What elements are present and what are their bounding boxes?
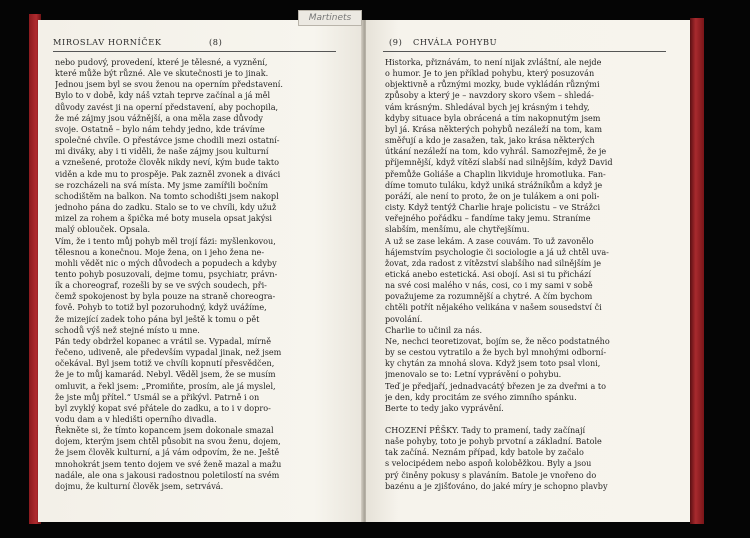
text-line: ík a choreograf, rozešli by se ve svých soudech, při-	[55, 280, 267, 291]
left-page-number: (8)	[209, 37, 223, 47]
text-line: příjemnější, když vítězí slabší nad silnějším, když David	[385, 157, 613, 168]
text-line: na své cosi malého v nás, cosi, co i my sami v sobě	[385, 280, 593, 291]
paragraph-gap	[385, 414, 668, 425]
text-line: vodu dam a v hledišti operního divadla.	[55, 414, 217, 424]
text-line: přemůže Goliáše a Chaplin likviduje hromotluka. Fan-	[385, 168, 606, 179]
text-line: útkání nezáleží na tom, kdo vyhrál. Samozřejmě, že je	[385, 146, 607, 157]
text-line: nadále, ale ona s jakousi radostnou poletilostí na svém	[55, 469, 280, 480]
text-line: že jsem člověk kulturní, a já vám odpovím, že ne. Ještě	[55, 447, 280, 458]
text-line: je den, kdy procitám ze svého zimního spánku.	[385, 391, 577, 402]
text-line: Řekněte si, že tímto kopancem jsem dokonale smazal	[55, 425, 274, 436]
left-running-head	[53, 37, 336, 52]
text-line: byl zvyklý kopat své přátele do zadku, a to i v dopro-	[55, 402, 271, 413]
text-line: způsoby a který je – navzdory skoro všem – shledá-	[385, 90, 594, 101]
left-running-title: MIROSLAV HORNÍČEK	[53, 37, 162, 47]
text-line: Historka, přiznávám, to není nijak zvláštní, ale nejde	[385, 57, 602, 67]
text-line: slabším, menšímu, ale chytřejšímu.	[385, 224, 530, 235]
text-line: etická anebo estetická. Asi obojí. Asi si tu přichází	[385, 268, 592, 279]
text-line: Ne, nechci teoretizovat, bojím se, že něco podstatného	[385, 335, 610, 346]
text-line: prý činěny pokusy s plaváním. Batole je vnořeno do	[385, 469, 597, 480]
text-line: Bylo to v době, kdy náš vztah teprve začínal a já měl	[55, 90, 271, 101]
right-page-body-text	[385, 57, 668, 492]
text-line: a vznešené, protože člověk nikdy neví, kým bude takto	[55, 157, 279, 168]
text-line: žovat, zda radost z vítězství slabšího nad silnějším je	[385, 257, 602, 268]
text-line: Pán tedy obdržel kopanec a vrátil se. Vypadal, mírně	[55, 335, 272, 346]
text-line: čemž spokojenost by byla pouze na straně choreogra-	[55, 291, 276, 302]
text-line: dojem, kterým jsem chtěl působit na svou ženu, dojem,	[55, 436, 281, 447]
text-line: by se cestou vytratilo a že bych byl mnohými odborní-	[385, 347, 607, 358]
text-line: jmenovalo se to: Letní vyprávění o pohybu.	[385, 369, 562, 380]
right-page	[366, 20, 690, 522]
left-page	[38, 20, 363, 522]
text-line: A už se zase lekám. A zase couvám. To už zavonělo	[385, 235, 594, 246]
text-line: že mé zájmy jsou vážnější, a ona měla zase důvody	[55, 112, 263, 123]
text-line: že jste můj přítel.“ Usmál se a přikývl. Patrně i on	[55, 391, 260, 402]
text-line: řečeno, udiveně, ale především vypadal jinak, než jsem	[55, 347, 282, 358]
text-line: hájemstvím psychologie či sociologie a já už chtěl uva-	[385, 246, 609, 257]
text-line: vám krásným. Shledával bych jej krásným i tehdy,	[385, 101, 590, 112]
text-line: povolání.	[385, 313, 423, 324]
text-line: naše pohyby, toto je pohyb prvotní a základní. Batole	[385, 436, 602, 447]
text-line: kdyby situace byla obrácená a tím nakopnutým jsem	[385, 112, 601, 123]
right-page-number: (9)	[389, 37, 403, 47]
text-line: že mizející zadek toho pána byl ještě k tomu o pět	[55, 313, 260, 324]
text-line: viděn a kde mu to prospěje. Pak zazněl zvonek a diváci	[55, 168, 281, 179]
book-cover-edge-right	[690, 18, 704, 524]
text-line: tělesnou a konečnou. Moje žena, on i jeho žena ne-	[55, 246, 265, 257]
text-line: jednoho pána do zadku. Stalo se to ve chvíli, kdy užuž	[55, 202, 277, 213]
right-running-head	[383, 37, 666, 52]
left-page-body-text	[55, 57, 337, 492]
text-line: schodů výš než stejné místo u mne.	[55, 324, 200, 335]
text-line: důvody zavést ji na operní představení, aby pochopila,	[55, 101, 279, 112]
text-line: malý oblouček. Opsala.	[55, 224, 151, 235]
text-line: očekával. Byl jsem totiž ve chvíli kopnutí přesvědčen,	[55, 358, 275, 369]
text-line: bazénu a je zjišťováno, do jaké míry je schopno plavby	[385, 480, 608, 491]
text-line: mohli vědět nic o mých důvodech a popudech a kdyby	[55, 257, 277, 268]
text-line: mizel za rohem a špička mé boty musela opsat jakýsi	[55, 213, 273, 224]
text-line: omluvit, a řekl jsem: „Promiňte, prosím, ale já myslel,	[55, 380, 276, 391]
text-line: byl já. Krása některých pohybů nezáleží na tom, kam	[385, 123, 603, 134]
text-line: mnohokrát jsem tento dojem ve své ženě mazal a mažu	[55, 458, 282, 469]
text-line: schodištěm na balkon. Na tomto schodišti jsem nakopl	[55, 190, 279, 201]
text-line: tak začíná. Neznám případ, kdy batole by začalo	[385, 447, 584, 458]
text-line: společné chvíle. O přestávce jsme chodili mezi ostatní-	[55, 135, 280, 146]
text-line: Teď je předjaří, jednadvacátý březen je za dveřmi a to	[385, 380, 606, 391]
text-line: dojmu, že kulturní člověk jsem, setrvává.	[55, 480, 224, 491]
text-line: poráží, ale není to proto, že on je tulákem a oni poli-	[385, 190, 600, 201]
text-line: považujeme za rozumnější a chytré. A čím bychom	[385, 291, 593, 302]
text-line: které může být různé. Ale ve skutečnosti je to jinak.	[55, 68, 269, 79]
text-line: o humor. Je to jen příklad pohybu, který posuzován	[385, 68, 595, 79]
text-line: Vím, že i tento můj pohyb měl trojí fázi: myšlenkovou,	[55, 235, 276, 246]
text-line: objektivně a různými mozky, bude vykládán různými	[385, 79, 600, 90]
text-line: se rozcházeli na svá místa. My jsme zamířili bočním	[55, 179, 269, 190]
text-line: fově. Pohyb to totiž byl pozoruhodný, když uvážíme,	[55, 302, 267, 313]
text-line: díme tomuto tuláku, když uniká strážníkům a když je	[385, 179, 603, 190]
text-line: Jednou jsem byl se svou ženou na operním představení.	[55, 79, 283, 90]
text-line: CHOZENÍ PĚŠKY. Tady to pramení, tady začínají	[385, 425, 586, 435]
text-line: Berte to tedy jako vyprávění.	[385, 402, 504, 413]
text-line: směřují a kdo je zasažen, tak, jako krása některých	[385, 135, 595, 146]
text-line: cisty. Když tentýž Charlie hraje policistu – ve Strážci	[385, 202, 601, 213]
text-line: Charlie to učinil za nás.	[385, 324, 483, 335]
text-line: tento pohyb posuzovali, dejme tomu, psychiatr, právn-	[55, 268, 278, 279]
text-line: svoje. Ostatně – bylo nám tehdy jedno, kde trávíme	[55, 123, 265, 134]
right-running-title: CHVÁLA POHYBU	[413, 37, 498, 47]
text-line: s velocipédem nebo aspoň koloběžkou. Byly a jsou	[385, 458, 592, 469]
text-line: ky chytán za mnohá slova. Když jsem toto psal vloni,	[385, 358, 601, 369]
text-line: že je to můj kamarád. Nebyl. Věděl jsem, že se musím	[55, 369, 276, 380]
library-sticker: Martinets	[298, 10, 362, 26]
text-line: veřejného pořádku – fandíme taky jemu. Straníme	[385, 213, 591, 224]
text-line: chtěli potřít nějakého velikána v našem sousedství či	[385, 302, 602, 313]
text-line: mi diváky, aby i ti viděli, že naše zájmy jsou kulturní	[55, 146, 269, 157]
text-line: nebo pudový, provedení, které je tělesné, a vyznění,	[55, 57, 268, 67]
